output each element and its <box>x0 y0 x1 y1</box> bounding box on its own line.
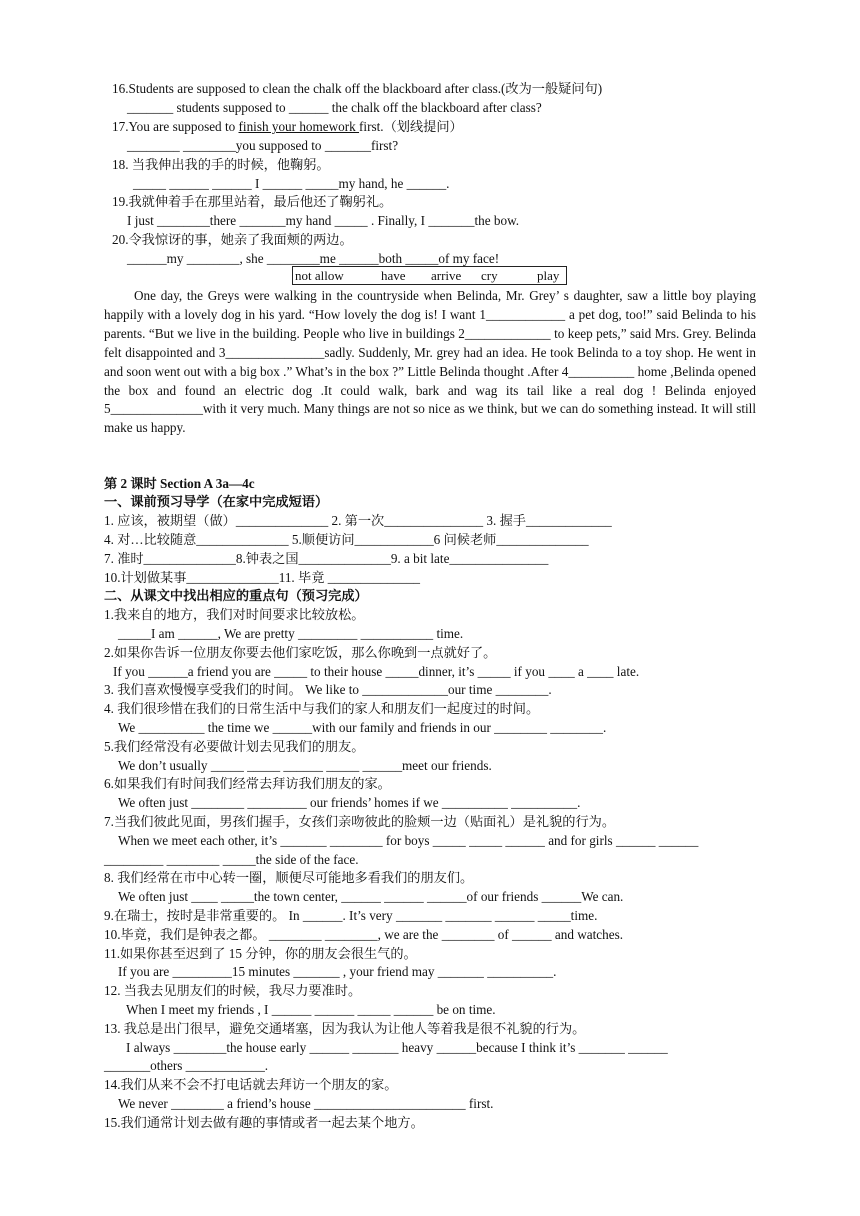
cloze-passage: One day, the Greys were walking in the countryside when Belinda, Mr. Grey’ s daughter, saw a little boy playing happily with a lovely dog in his yard. “How lovely the dog is! I want 1____________ a pet dog, too!” said Belinda to his parents. “But we live in the building. People who live in buildings 2_____________ to keep pets,” said Mrs. Grey. Belinda felt disappointed and 3_______________sadly. Suddenly, Mr. grey had an idea. He took Belinda to a toy shop. He went in and soon went out with a big box .” What’s in the box ?” Little Belinda thought .After 4__________ home ,Belinda opened the box and found an electric dog .It could walk, bark and wag its tail like a real dog ! Belinda enjoyed 5______________with it very much. Many things are not so nice as we think, but we can do something instead. It will still make us happy. <box>104 288 756 436</box>
word-bank-item: play <box>537 268 560 283</box>
sentence-13-answer: I always ________the house early ______ _______ heavy ______because I think it’s _______ ______ <box>126 1040 668 1055</box>
q19-text: 19.我就伸着手在那里站着，最后他还了鞠躬礼。 <box>112 194 393 209</box>
q17-suffix: first.（划线提问） <box>359 119 463 134</box>
phrase-row-1: 1. 应该，被期望（做）______________ 2. 第一次_______________ 3. 握手_____________ <box>104 513 612 528</box>
sentence-6-cn: 6.如果我们有时间我们经常去拜访我们朋友的家。 <box>104 776 391 791</box>
sentence-13-cn: 13. 我总是出门很早，避免交通堵塞，因为我认为让他人等着我是很不礼貌的行为。 <box>104 1021 586 1036</box>
word-bank-item: arrive <box>431 268 462 283</box>
sentence-12-cn: 12. 当我去见朋友们的时候，我尽力要准时。 <box>104 983 362 998</box>
sentence-2-answer: If you ______a friend you are _____ to their house _____dinner, it’s _____ if you ____ a ____ late. <box>113 664 640 679</box>
sentence-6-answer: We often just ________ _________ our friends’ homes if we __________ __________. <box>118 795 581 810</box>
q17-answer-line: ________ ________you supposed to _______first? <box>127 138 399 153</box>
q20-answer-line: ______my ________, she ________me ______both _____of my face! <box>127 251 500 266</box>
q17-prefix: 17.You are supposed to <box>112 119 239 134</box>
phrase-row-4: 10.计划做某事______________11. 毕竟 ______________ <box>104 570 421 585</box>
q18-text: 18. 当我伸出我的手的时候，他鞠躬。 <box>112 157 330 172</box>
part1-heading: 一、课前预习导学（在家中完成短语） <box>104 494 329 509</box>
sentence-4-answer: We __________ the time we ______with our family and friends in our ________ ________. <box>118 720 607 735</box>
word-bank-box <box>292 266 567 285</box>
sentence-3: 3. 我们喜欢慢慢享受我们的时间。 We like to _____________our time ________. <box>104 682 552 697</box>
word-bank-item: have <box>381 268 406 283</box>
q16-text: 16.Students are supposed to clean the chalk off the blackboard after class.(改为一般疑问句) <box>112 81 603 96</box>
sentence-15-cn: 15.我们通常计划去做有趣的事情或者一起去某个地方。 <box>104 1115 424 1130</box>
sentence-8-cn: 8. 我们经常在市中心转一圈，顺便尽可能地多看我们的朋友们。 <box>104 870 474 885</box>
sentence-7-answer-cont: _________ ________ _____the side of the face. <box>104 852 359 867</box>
sentence-1-answer: _____I am ______, We are pretty _________ ___________ time. <box>118 626 464 641</box>
phrase-row-3: 7. 准时______________8.钟表之国______________9. a bit late_______________ <box>104 551 549 566</box>
q16-answer-line: _______ students supposed to ______ the chalk off the blackboard after class? <box>127 100 542 115</box>
word-bank-item: not allow <box>295 268 344 283</box>
sentence-14-answer: We never ________ a friend’s house _______________________ first. <box>118 1096 494 1111</box>
sentence-12-answer: When I meet my friends , I ______ ______ _____ ______ be on time. <box>126 1002 496 1017</box>
sentence-4-cn: 4. 我们很珍惜在我们的日常生活中与我们的家人和朋友们一起度过的时间。 <box>104 701 540 716</box>
q17-text <box>112 118 463 135</box>
sentence-1-cn: 1.我来自的地方，我们对时间要求比较放松。 <box>104 607 365 622</box>
sentence-9: 9.在瑞士，按时是非常重要的。 In ______. It’s very _______ _______ ______ _____time. <box>104 908 598 923</box>
lesson-title: 第 2 课时 Section A 3a—4c <box>104 476 255 491</box>
q20-text: 20.令我惊讶的事，她亲了我面颊的两边。 <box>112 232 353 247</box>
sentence-14-cn: 14.我们从来不会不打电话就去拜访一个朋友的家。 <box>104 1077 398 1092</box>
sentence-7-cn: 7.当我们彼此见面，男孩们握手，女孩们亲吻彼此的脸颊一边（贴面礼）是礼貌的行为。 <box>104 814 616 829</box>
word-bank-item: cry <box>481 268 498 283</box>
sentence-5-answer: We don’t usually _____ _____ ______ _____ ______meet our friends. <box>118 758 492 773</box>
q19-answer-line: I just ________there _______my hand _____ . Finally, I _______the bow. <box>127 213 520 228</box>
q18-answer-line: _____ ______ ______ I ______ _____my hand, he ______. <box>133 176 450 191</box>
sentence-2-cn: 2.如果你告诉一位朋友你要去他们家吃饭，那么你晚到一点就好了。 <box>104 645 497 660</box>
sentence-7-answer: When we meet each other, it’s _______ ________ for boys _____ _____ ______ and for girls ______ ______ <box>118 833 699 848</box>
sentence-8-answer: We often just ____ _____the town center, ______ ______ ______of our friends ______We can. <box>118 889 624 904</box>
phrase-row-2: 4. 对…比较随意______________ 5.顺便访问____________6 问候老师______________ <box>104 532 589 547</box>
q17-underlined-phrase: finish your homework <box>238 119 360 134</box>
sentence-11-cn: 11.如果你甚至迟到了 15 分钟，你的朋友会很生气的。 <box>104 946 417 961</box>
part2-heading: 二、从课文中找出相应的重点句（预习完成） <box>104 588 368 603</box>
sentence-5-cn: 5.我们经常没有必要做计划去见我们的朋友。 <box>104 739 365 754</box>
sentence-10: 10.毕竟，我们是钟表之都。 ________ ________, we are the ________ of ______ and watches. <box>104 927 624 942</box>
sentence-13-answer-cont: _______others ____________. <box>104 1058 269 1073</box>
sentence-11-answer: If you are _________15 minutes _______ , your friend may _______ __________. <box>118 964 557 979</box>
